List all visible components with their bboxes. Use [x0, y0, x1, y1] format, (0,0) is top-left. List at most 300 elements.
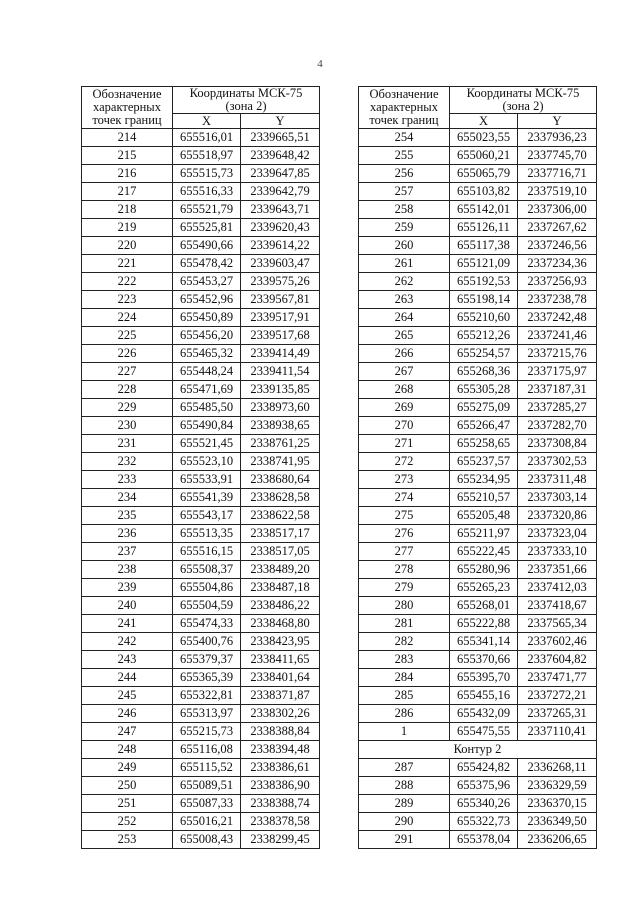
point-number-cell: 259 [359, 219, 450, 237]
x-coordinate-cell: 655365,39 [173, 669, 241, 687]
y-coordinate-cell: 2338680,64 [241, 471, 320, 489]
x-column-header: X [173, 114, 241, 129]
x-coordinate-cell: 655065,79 [450, 165, 518, 183]
point-number-cell: 239 [82, 579, 173, 597]
table-row [82, 543, 320, 561]
y-coordinate-cell: 2337241,46 [518, 327, 597, 345]
y-coordinate-cell: 2339665,51 [241, 129, 320, 147]
table-row [82, 633, 320, 651]
x-coordinate-cell: 655210,57 [450, 489, 518, 507]
x-coordinate-cell: 655400,76 [173, 633, 241, 651]
x-coordinate-cell: 655453,27 [173, 273, 241, 291]
y-coordinate-cell: 2337308,84 [518, 435, 597, 453]
point-number-cell: 291 [359, 831, 450, 849]
point-number-cell: 244 [82, 669, 173, 687]
table-row [359, 435, 597, 453]
point-number-cell: 236 [82, 525, 173, 543]
point-number-cell: 262 [359, 273, 450, 291]
x-coordinate-cell: 655465,32 [173, 345, 241, 363]
table-row [82, 597, 320, 615]
x-coordinate-cell: 655116,08 [173, 741, 241, 759]
x-coordinate-cell: 655432,09 [450, 705, 518, 723]
table-row [359, 597, 597, 615]
x-coordinate-cell: 655370,66 [450, 651, 518, 669]
x-coordinate-cell: 655474,33 [173, 615, 241, 633]
point-number-cell: 234 [82, 489, 173, 507]
y-coordinate-cell: 2337323,04 [518, 525, 597, 543]
point-number-cell: 288 [359, 777, 450, 795]
table-row [359, 255, 597, 273]
table-row [359, 723, 597, 741]
table-row [359, 453, 597, 471]
y-coordinate-cell: 2338741,95 [241, 453, 320, 471]
y-coordinate-cell: 2337471,77 [518, 669, 597, 687]
table-row [359, 201, 597, 219]
point-number-cell: 253 [82, 831, 173, 849]
y-coordinate-cell: 2339411,54 [241, 363, 320, 381]
point-number-cell: 275 [359, 507, 450, 525]
table-row [359, 309, 597, 327]
table-row [82, 309, 320, 327]
table-row [82, 741, 320, 759]
x-coordinate-cell: 655192,53 [450, 273, 518, 291]
table-row [359, 579, 597, 597]
table-row [82, 471, 320, 489]
point-number-cell: 282 [359, 633, 450, 651]
y-coordinate-cell: 2337306,00 [518, 201, 597, 219]
table-row [82, 453, 320, 471]
point-number-cell: 254 [359, 129, 450, 147]
table-row [82, 669, 320, 687]
point-number-cell: 233 [82, 471, 173, 489]
table-row [359, 777, 597, 795]
y-coordinate-cell: 2338299,45 [241, 831, 320, 849]
y-coordinate-cell: 2337602,46 [518, 633, 597, 651]
table-row [359, 237, 597, 255]
y-column-header: Y [241, 114, 320, 129]
x-coordinate-cell: 655268,36 [450, 363, 518, 381]
x-coordinate-cell: 655516,33 [173, 183, 241, 201]
y-coordinate-cell: 2336206,65 [518, 831, 597, 849]
table-row [82, 291, 320, 309]
point-number-cell: 274 [359, 489, 450, 507]
y-coordinate-cell: 2337418,67 [518, 597, 597, 615]
y-coordinate-cell: 2338394,48 [241, 741, 320, 759]
table-row [82, 165, 320, 183]
y-coordinate-cell: 2337246,56 [518, 237, 597, 255]
y-coordinate-cell: 2339135,85 [241, 381, 320, 399]
point-number-cell: 267 [359, 363, 450, 381]
table-row [359, 183, 597, 201]
x-coordinate-cell: 655265,23 [450, 579, 518, 597]
point-number-cell: 276 [359, 525, 450, 543]
x-coordinate-cell: 655379,37 [173, 651, 241, 669]
x-coordinate-cell: 655322,73 [450, 813, 518, 831]
point-number-cell: 230 [82, 417, 173, 435]
y-coordinate-cell: 2339648,42 [241, 147, 320, 165]
point-number-cell: 289 [359, 795, 450, 813]
table-row [82, 813, 320, 831]
point-number-cell: 226 [82, 345, 173, 363]
x-coordinate-cell: 655518,97 [173, 147, 241, 165]
x-coordinate-cell: 655254,57 [450, 345, 518, 363]
x-coordinate-cell: 655378,04 [450, 831, 518, 849]
table-row [82, 525, 320, 543]
table-row [359, 543, 597, 561]
table-row [82, 327, 320, 345]
contour-label: Контур 2 [359, 741, 597, 759]
point-number-cell: 280 [359, 597, 450, 615]
point-number-cell: 249 [82, 759, 173, 777]
point-number-cell: 266 [359, 345, 450, 363]
point-number-cell: 273 [359, 471, 450, 489]
point-number-cell: 265 [359, 327, 450, 345]
point-number-cell: 278 [359, 561, 450, 579]
table-row [359, 291, 597, 309]
table-row [82, 831, 320, 849]
point-number-cell: 237 [82, 543, 173, 561]
y-coordinate-cell: 2337303,14 [518, 489, 597, 507]
table-row [82, 615, 320, 633]
table-row [359, 615, 597, 633]
y-coordinate-cell: 2338468,80 [241, 615, 320, 633]
table-row [82, 579, 320, 597]
x-coordinate-cell: 655205,48 [450, 507, 518, 525]
point-number-cell: 247 [82, 723, 173, 741]
point-number-cell: 242 [82, 633, 173, 651]
y-coordinate-cell: 2338973,60 [241, 399, 320, 417]
point-number-cell: 258 [359, 201, 450, 219]
y-coordinate-cell: 2338371,87 [241, 687, 320, 705]
x-coordinate-cell: 655541,39 [173, 489, 241, 507]
y-coordinate-cell: 2337311,48 [518, 471, 597, 489]
y-coordinate-cell: 2336268,11 [518, 759, 597, 777]
x-coordinate-cell: 655126,11 [450, 219, 518, 237]
x-coordinate-cell: 655198,14 [450, 291, 518, 309]
x-coordinate-cell: 655211,97 [450, 525, 518, 543]
contour-row [359, 741, 597, 759]
table-row [82, 561, 320, 579]
point-number-cell: 248 [82, 741, 173, 759]
table-row [82, 795, 320, 813]
table-row [359, 129, 597, 147]
point-number-cell: 1 [359, 723, 450, 741]
x-coordinate-cell: 655424,82 [450, 759, 518, 777]
y-coordinate-cell: 2337234,36 [518, 255, 597, 273]
x-coordinate-cell: 655121,09 [450, 255, 518, 273]
x-coordinate-cell: 655543,17 [173, 507, 241, 525]
x-coordinate-cell: 655268,01 [450, 597, 518, 615]
point-number-cell: 225 [82, 327, 173, 345]
x-coordinate-cell: 655456,20 [173, 327, 241, 345]
y-coordinate-cell: 2338386,90 [241, 777, 320, 795]
point-number-cell: 238 [82, 561, 173, 579]
x-coordinate-cell: 655305,28 [450, 381, 518, 399]
y-coordinate-cell: 2337320,86 [518, 507, 597, 525]
table-row [82, 489, 320, 507]
y-coordinate-cell: 2337565,34 [518, 615, 597, 633]
x-coordinate-cell: 655087,33 [173, 795, 241, 813]
y-coordinate-cell: 2336349,50 [518, 813, 597, 831]
table-row [359, 165, 597, 183]
y-coordinate-cell: 2339642,79 [241, 183, 320, 201]
table-row [359, 705, 597, 723]
y-coordinate-cell: 2338386,61 [241, 759, 320, 777]
x-coordinate-cell: 655523,10 [173, 453, 241, 471]
y-coordinate-cell: 2337215,76 [518, 345, 597, 363]
y-coordinate-cell: 2339643,71 [241, 201, 320, 219]
x-coordinate-cell: 655016,21 [173, 813, 241, 831]
table-row [82, 417, 320, 435]
table-row [82, 255, 320, 273]
x-coordinate-cell: 655485,50 [173, 399, 241, 417]
y-coordinate-cell: 2337256,93 [518, 273, 597, 291]
point-number-cell: 243 [82, 651, 173, 669]
table-row [359, 507, 597, 525]
point-number-cell: 279 [359, 579, 450, 597]
x-coordinate-cell: 655008,43 [173, 831, 241, 849]
y-coordinate-cell: 2338388,84 [241, 723, 320, 741]
x-coordinate-cell: 655515,73 [173, 165, 241, 183]
x-coordinate-cell: 655471,69 [173, 381, 241, 399]
x-coordinate-cell: 655504,59 [173, 597, 241, 615]
y-coordinate-cell: 2339614,22 [241, 237, 320, 255]
table-row [359, 831, 597, 849]
point-number-cell: 231 [82, 435, 173, 453]
y-coordinate-cell: 2337302,53 [518, 453, 597, 471]
point-number-cell: 214 [82, 129, 173, 147]
point-number-cell: 270 [359, 417, 450, 435]
table-row [359, 273, 597, 291]
x-coordinate-cell: 655450,89 [173, 309, 241, 327]
coordinates-table-right [358, 86, 597, 849]
y-coordinate-cell: 2337285,27 [518, 399, 597, 417]
point-number-cell: 224 [82, 309, 173, 327]
point-number-cell: 290 [359, 813, 450, 831]
y-coordinate-cell: 2337412,03 [518, 579, 597, 597]
y-coordinate-cell: 2339567,81 [241, 291, 320, 309]
y-coordinate-cell: 2337351,66 [518, 561, 597, 579]
y-coordinate-cell: 2337519,10 [518, 183, 597, 201]
y-coordinate-cell: 2338489,20 [241, 561, 320, 579]
table-row [359, 345, 597, 363]
x-coordinate-cell: 655521,45 [173, 435, 241, 453]
point-number-cell: 228 [82, 381, 173, 399]
point-number-cell: 222 [82, 273, 173, 291]
table-row [359, 633, 597, 651]
table-row [359, 795, 597, 813]
table-row [82, 777, 320, 795]
x-coordinate-cell: 655521,79 [173, 201, 241, 219]
point-number-cell: 219 [82, 219, 173, 237]
y-coordinate-cell: 2339517,68 [241, 327, 320, 345]
x-coordinate-cell: 655060,21 [450, 147, 518, 165]
x-coordinate-cell: 655516,15 [173, 543, 241, 561]
point-number-cell: 223 [82, 291, 173, 309]
table-row [359, 759, 597, 777]
x-coordinate-cell: 655490,66 [173, 237, 241, 255]
coordinates-column-header: Координаты МСК-75 (зона 2) [450, 87, 597, 114]
coordinates-table-left [81, 86, 320, 849]
x-coordinate-cell: 655475,55 [450, 723, 518, 741]
x-coordinate-cell: 655258,65 [450, 435, 518, 453]
point-number-cell: 216 [82, 165, 173, 183]
table-row [359, 327, 597, 345]
x-coordinate-cell: 655322,81 [173, 687, 241, 705]
y-coordinate-cell: 2339575,26 [241, 273, 320, 291]
x-coordinate-cell: 655275,09 [450, 399, 518, 417]
point-number-cell: 240 [82, 597, 173, 615]
y-coordinate-cell: 2338487,18 [241, 579, 320, 597]
x-coordinate-cell: 655234,95 [450, 471, 518, 489]
point-number-cell: 256 [359, 165, 450, 183]
table-row [82, 381, 320, 399]
y-coordinate-cell: 2339620,43 [241, 219, 320, 237]
y-coordinate-cell: 2337265,31 [518, 705, 597, 723]
x-coordinate-cell: 655395,70 [450, 669, 518, 687]
y-coordinate-cell: 2338622,58 [241, 507, 320, 525]
x-coordinate-cell: 655478,42 [173, 255, 241, 273]
y-coordinate-cell: 2338388,74 [241, 795, 320, 813]
table-row [359, 687, 597, 705]
point-number-cell: 277 [359, 543, 450, 561]
x-coordinate-cell: 655280,96 [450, 561, 518, 579]
x-coordinate-cell: 655103,82 [450, 183, 518, 201]
point-number-cell: 255 [359, 147, 450, 165]
y-coordinate-cell: 2337272,21 [518, 687, 597, 705]
table-row [359, 813, 597, 831]
table-row [359, 561, 597, 579]
y-coordinate-cell: 2336370,15 [518, 795, 597, 813]
point-number-cell: 221 [82, 255, 173, 273]
point-number-cell: 235 [82, 507, 173, 525]
point-number-cell: 287 [359, 759, 450, 777]
y-coordinate-cell: 2337333,10 [518, 543, 597, 561]
y-coordinate-cell: 2339414,49 [241, 345, 320, 363]
point-number-cell: 218 [82, 201, 173, 219]
y-coordinate-cell: 2337175,97 [518, 363, 597, 381]
x-coordinate-cell: 655533,91 [173, 471, 241, 489]
x-coordinate-cell: 655117,38 [450, 237, 518, 255]
point-number-cell: 269 [359, 399, 450, 417]
coordinates-column-header: Координаты МСК-75 (зона 2) [173, 87, 320, 114]
point-number-cell: 263 [359, 291, 450, 309]
x-coordinate-cell: 655266,47 [450, 417, 518, 435]
table-row [359, 381, 597, 399]
y-coordinate-cell: 2338517,17 [241, 525, 320, 543]
point-number-cell: 215 [82, 147, 173, 165]
point-number-cell: 227 [82, 363, 173, 381]
x-coordinate-cell: 655504,86 [173, 579, 241, 597]
point-column-header: Обозначение характерных точек границ [359, 87, 450, 129]
y-coordinate-cell: 2338423,95 [241, 633, 320, 651]
x-column-header: X [450, 114, 518, 129]
table-row [82, 219, 320, 237]
table-body-right [359, 129, 597, 849]
table-row [359, 363, 597, 381]
point-number-cell: 281 [359, 615, 450, 633]
table-row [359, 525, 597, 543]
table-row [82, 201, 320, 219]
point-number-cell: 272 [359, 453, 450, 471]
x-coordinate-cell: 655210,60 [450, 309, 518, 327]
point-number-cell: 220 [82, 237, 173, 255]
y-coordinate-cell: 2337187,31 [518, 381, 597, 399]
point-number-cell: 268 [359, 381, 450, 399]
table-row [82, 399, 320, 417]
point-number-cell: 264 [359, 309, 450, 327]
x-coordinate-cell: 655341,14 [450, 633, 518, 651]
x-coordinate-cell: 655525,81 [173, 219, 241, 237]
table-row [359, 399, 597, 417]
y-coordinate-cell: 2337716,71 [518, 165, 597, 183]
y-coordinate-cell: 2339647,85 [241, 165, 320, 183]
point-number-cell: 257 [359, 183, 450, 201]
y-coordinate-cell: 2337282,70 [518, 417, 597, 435]
x-coordinate-cell: 655115,52 [173, 759, 241, 777]
point-number-cell: 252 [82, 813, 173, 831]
y-coordinate-cell: 2337745,70 [518, 147, 597, 165]
table-row [82, 723, 320, 741]
table-row [82, 687, 320, 705]
x-coordinate-cell: 655313,97 [173, 705, 241, 723]
table-row [82, 129, 320, 147]
table-row [82, 435, 320, 453]
point-number-cell: 250 [82, 777, 173, 795]
x-coordinate-cell: 655375,96 [450, 777, 518, 795]
point-number-cell: 283 [359, 651, 450, 669]
x-coordinate-cell: 655516,01 [173, 129, 241, 147]
y-coordinate-cell: 2336329,59 [518, 777, 597, 795]
point-number-cell: 217 [82, 183, 173, 201]
y-coordinate-cell: 2338938,65 [241, 417, 320, 435]
x-coordinate-cell: 655448,24 [173, 363, 241, 381]
table-row [359, 669, 597, 687]
y-coordinate-cell: 2337242,48 [518, 309, 597, 327]
x-coordinate-cell: 655222,45 [450, 543, 518, 561]
table-row [82, 651, 320, 669]
table-row [359, 219, 597, 237]
point-number-cell: 261 [359, 255, 450, 273]
x-coordinate-cell: 655490,84 [173, 417, 241, 435]
y-coordinate-cell: 2337238,78 [518, 291, 597, 309]
x-coordinate-cell: 655222,88 [450, 615, 518, 633]
point-number-cell: 232 [82, 453, 173, 471]
table-row [82, 273, 320, 291]
x-coordinate-cell: 655089,51 [173, 777, 241, 795]
y-coordinate-cell: 2338628,58 [241, 489, 320, 507]
table-row [82, 345, 320, 363]
point-number-cell: 271 [359, 435, 450, 453]
y-coordinate-cell: 2339517,91 [241, 309, 320, 327]
table-row [82, 183, 320, 201]
y-coordinate-cell: 2338378,58 [241, 813, 320, 831]
y-coordinate-cell: 2337936,23 [518, 129, 597, 147]
y-coordinate-cell: 2337267,62 [518, 219, 597, 237]
table-row [82, 705, 320, 723]
table-row [359, 489, 597, 507]
y-coordinate-cell: 2337110,41 [518, 723, 597, 741]
point-number-cell: 241 [82, 615, 173, 633]
y-coordinate-cell: 2338486,22 [241, 597, 320, 615]
point-number-cell: 229 [82, 399, 173, 417]
point-number-cell: 286 [359, 705, 450, 723]
x-coordinate-cell: 655452,96 [173, 291, 241, 309]
table-body-left [82, 129, 320, 849]
x-coordinate-cell: 655212,26 [450, 327, 518, 345]
point-number-cell: 285 [359, 687, 450, 705]
table-row [82, 147, 320, 165]
